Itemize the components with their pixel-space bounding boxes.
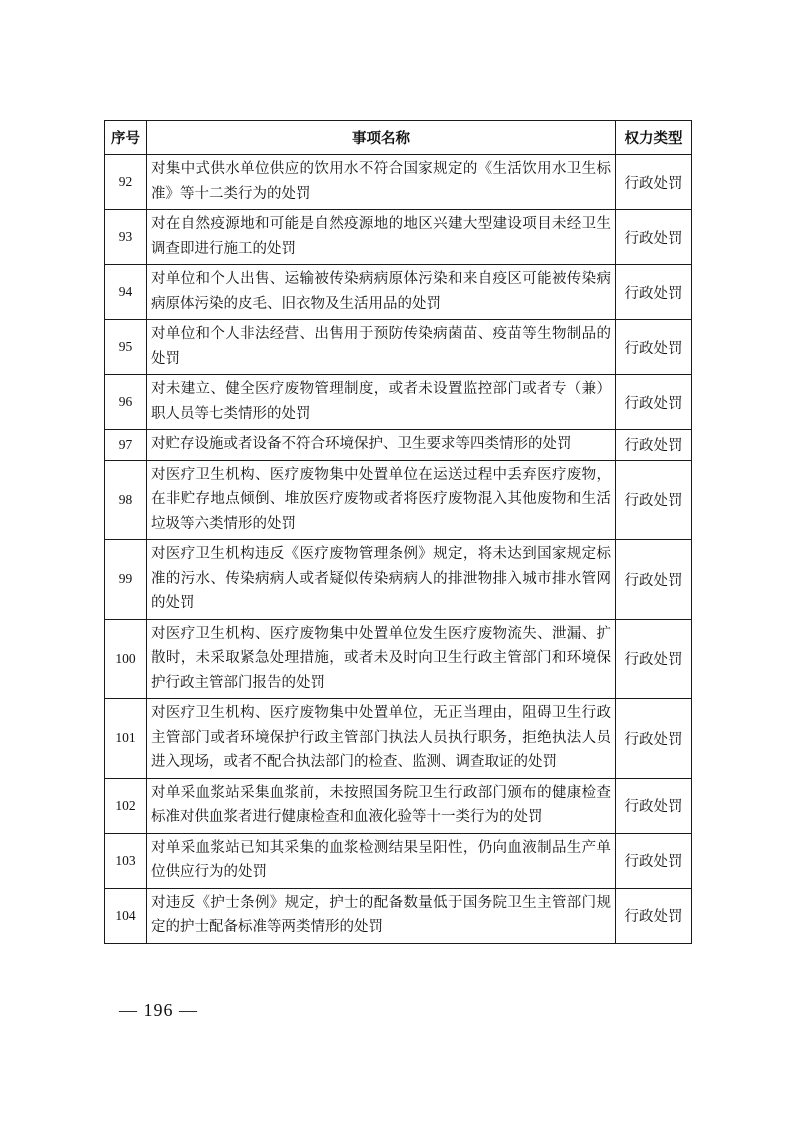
row-number: 94 [105,265,147,320]
row-power-type: 行政处罚 [616,778,692,833]
row-power-type: 行政处罚 [616,460,692,540]
table-row [105,375,692,430]
row-item-name: 对单位和个人非法经营、出售用于预防传染病菌苗、疫苗等生物制品的处罚 [147,320,616,375]
row-number: 103 [105,833,147,888]
row-number: 98 [105,460,147,540]
header-item-name: 事项名称 [147,121,616,155]
power-list-table [104,120,692,944]
header-serial-number: 序号 [105,121,147,155]
table-row [105,778,692,833]
row-number: 102 [105,778,147,833]
row-power-type: 行政处罚 [616,888,692,943]
row-power-type: 行政处罚 [616,540,692,620]
row-item-name: 对违反《护士条例》规定，护士的配备数量低于国务院卫生主管部门规定的护士配备标准等两类情形的处罚 [147,888,616,943]
row-item-name: 对集中式供水单位供应的饮用水不符合国家规定的《生活饮用水卫生标准》等十二类行为的处罚 [147,155,616,210]
table-row [105,699,692,779]
row-item-name: 对单采血浆站已知其采集的血浆检测结果呈阳性，仍向血液制品生产单位供应行为的处罚 [147,833,616,888]
table-row [105,265,692,320]
row-item-name: 对单采血浆站采集血浆前，未按照国务院卫生行政部门颁布的健康检查标准对供血浆者进行健康检查和血液化验等十一类行为的处罚 [147,778,616,833]
row-power-type: 行政处罚 [616,265,692,320]
row-item-name: 对未建立、健全医疗废物管理制度，或者未设置监控部门或者专（兼）职人员等七类情形的处罚 [147,375,616,430]
row-power-type: 行政处罚 [616,699,692,779]
row-item-name: 对医疗卫生机构违反《医疗废物管理条例》规定，将未达到国家规定标准的污水、传染病病人或者疑似传染病病人的排泄物排入城市排水管网的处罚 [147,540,616,620]
row-power-type: 行政处罚 [616,833,692,888]
table-row [105,540,692,620]
row-number: 99 [105,540,147,620]
table-row [105,888,692,943]
table-row [105,320,692,375]
row-item-name: 对医疗卫生机构、医疗废物集中处置单位在运送过程中丢弃医疗废物，在非贮存地点倾倒、堆放医疗废物或者将医疗废物混入其他废物和生活垃圾等六类情形的处罚 [147,460,616,540]
row-number: 104 [105,888,147,943]
table-row [105,430,692,461]
header-power-type: 权力类型 [616,121,692,155]
table-header-row [105,121,692,155]
row-number: 95 [105,320,147,375]
row-item-name: 对在自然疫源地和可能是自然疫源地的地区兴建大型建设项目未经卫生调查即进行施工的处罚 [147,210,616,265]
table-row [105,210,692,265]
table-row [105,155,692,210]
row-power-type: 行政处罚 [616,210,692,265]
row-number: 93 [105,210,147,265]
row-item-name: 对医疗卫生机构、医疗废物集中处置单位发生医疗废物流失、泄漏、扩散时，未采取紧急处理措施，或者未及时向卫生行政主管部门和环境保护行政主管部门报告的处罚 [147,619,616,699]
row-number: 101 [105,699,147,779]
row-power-type: 行政处罚 [616,375,692,430]
row-power-type: 行政处罚 [616,619,692,699]
row-power-type: 行政处罚 [616,430,692,461]
row-item-name: 对贮存设施或者设备不符合环境保护、卫生要求等四类情形的处罚 [147,430,616,461]
row-item-name: 对医疗卫生机构、医疗废物集中处置单位，无正当理由，阻碍卫生行政主管部门或者环境保护行政主管部门执法人员执行职务，拒绝执法人员进入现场，或者不配合执法部门的检查、监测、调查取证的处罚 [147,699,616,779]
row-number: 96 [105,375,147,430]
table-row [105,833,692,888]
row-power-type: 行政处罚 [616,320,692,375]
page-number: — 196 — [119,1000,198,1020]
row-number: 97 [105,430,147,461]
row-number: 92 [105,155,147,210]
row-item-name: 对单位和个人出售、运输被传染病病原体污染和来自疫区可能被传染病病原体污染的皮毛、旧衣物及生活用品的处罚 [147,265,616,320]
row-number: 100 [105,619,147,699]
table-row [105,619,692,699]
row-power-type: 行政处罚 [616,155,692,210]
table-row [105,460,692,540]
